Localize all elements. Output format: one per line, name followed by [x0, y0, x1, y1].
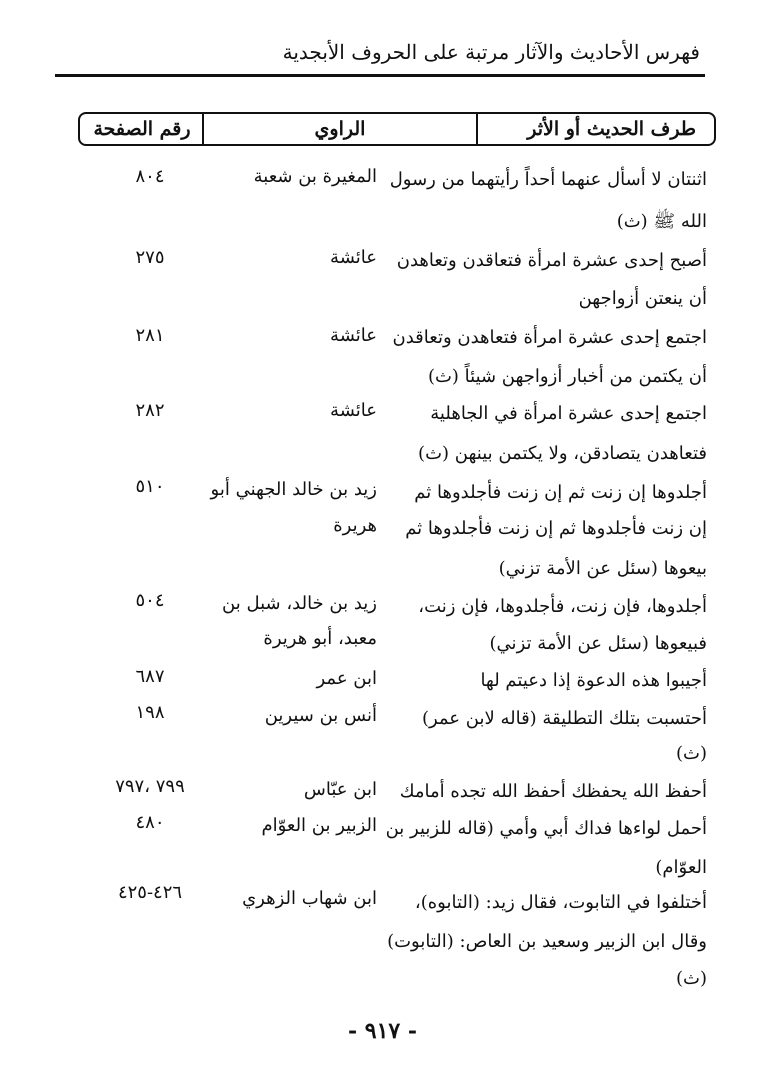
- entry-narrator: عائشة: [330, 325, 377, 346]
- entry-text-line: (ث): [676, 743, 707, 764]
- entry-narrator: عائشة: [330, 247, 377, 268]
- entry-text-line: أصبح إحدى عشرة امرأة فتعاقدن وتعاهدن: [396, 250, 707, 271]
- entry-page-number: ٤٨٠: [135, 812, 165, 833]
- entry-narrator: الزبير بن العوّام: [261, 815, 377, 836]
- entry-page-number: ٢٧٥: [135, 247, 165, 268]
- entry-page-number: ٥٠٤: [135, 590, 165, 611]
- entry-page-number: ٥١٠: [135, 476, 165, 497]
- entry-text-line: العوّام): [655, 857, 707, 878]
- entry-narrator: عائشة: [330, 400, 377, 421]
- entry-text-line: أجيبوا هذه الدعوة إذا دعيتم لها: [480, 670, 707, 691]
- entry-text-line: أختلفوا في التابوت، فقال زيد: (التابوه)،: [414, 892, 707, 913]
- entry-narrator: ابن عمر: [316, 668, 377, 689]
- entry-narrator: معبد، أبو هريرة: [263, 628, 377, 649]
- running-head: فهرس الأحاديث والآثار مرتبة على الحروف الأبجدية: [282, 40, 700, 64]
- entry-narrator: أنس بن سيرين: [264, 705, 377, 726]
- entry-page-number: ٢٨١: [135, 325, 165, 346]
- entry-narrator: زيد بن خالد الجهني أبو: [210, 479, 377, 500]
- header-rule: [55, 74, 705, 77]
- entry-text-line: أجلدوها، فإن زنت، فأجلدوها، فإن زنت،: [418, 596, 707, 617]
- entry-text-line: اثنتان لا أسأل عنهما أحداً رأيتهما من رسول: [389, 169, 707, 190]
- entry-text-line: وقال ابن الزبير وسعيد بن العاص: (التابوت): [387, 931, 707, 952]
- column-header: [78, 112, 716, 146]
- entry-narrator: زيد بن خالد، شبل بن: [222, 593, 377, 614]
- entry-text-line: فتعاهدن يتصادقن، ولا يكتمن بينهن (ث): [418, 443, 707, 464]
- entry-narrator: هريرة: [333, 515, 377, 536]
- entry-text-line: (ث): [676, 968, 707, 989]
- entry-text-line: بيعوها (سئل عن الأمة تزني): [498, 558, 707, 579]
- entry-narrator: ابن عبّاس: [303, 779, 377, 800]
- entry-page-number: ١٩٨: [135, 702, 165, 723]
- entry-narrator: ابن شهاب الزهري: [242, 888, 377, 909]
- entry-text-line: اجتمع إحدى عشرة امرأة فتعاهدن وتعاقدن: [392, 327, 707, 348]
- entry-text-line: الله ﷺ (ث): [616, 211, 707, 232]
- header-narrator: الراوي: [314, 118, 366, 140]
- entry-text-line: أن ينعتن أزواجهن: [578, 288, 707, 309]
- entry-text-line: إن زنت فأجلدوها ثم إن زنت فأجلدوها ثم: [405, 518, 707, 539]
- entry-text-line: اجتمع إحدى عشرة امرأة في الجاهلية: [430, 403, 707, 424]
- entry-text-line: أن يكتمن من أخبار أزواجهن شيئاً (ث): [427, 366, 707, 387]
- header-hadith-text: طرف الحديث أو الأثر: [527, 118, 696, 140]
- entry-text-line: أجلدوها إن زنت ثم إن زنت فأجلدوها ثم: [414, 482, 707, 503]
- entry-page-number: ٦٨٧: [135, 666, 165, 687]
- entry-text-line: أحفظ الله يحفظك أحفظ الله تجده أمامك: [399, 781, 707, 802]
- entry-text-line: فبيعوها (سئل عن الأمة تزني): [489, 633, 707, 654]
- header-page-number: رقم الصفحة: [93, 118, 191, 140]
- page-number: - ٩١٧ -: [347, 1018, 418, 1044]
- entry-text-line: أحمل لواءها فداك أبي وأمي (قاله للزبير بن: [385, 818, 707, 839]
- entry-page-number: ٨٠٤: [135, 166, 165, 187]
- entry-page-number: ٧٩٩ ،٧٩٧: [115, 776, 185, 797]
- entry-page-number: ٢٨٢: [135, 400, 165, 421]
- entry-narrator: المغيرة بن شعبة: [253, 166, 377, 187]
- entry-page-number: ٤٢٦-٤٢٥: [117, 882, 183, 903]
- entry-text-line: أحتسبت بتلك التطليقة (قاله لابن عمر): [421, 708, 707, 729]
